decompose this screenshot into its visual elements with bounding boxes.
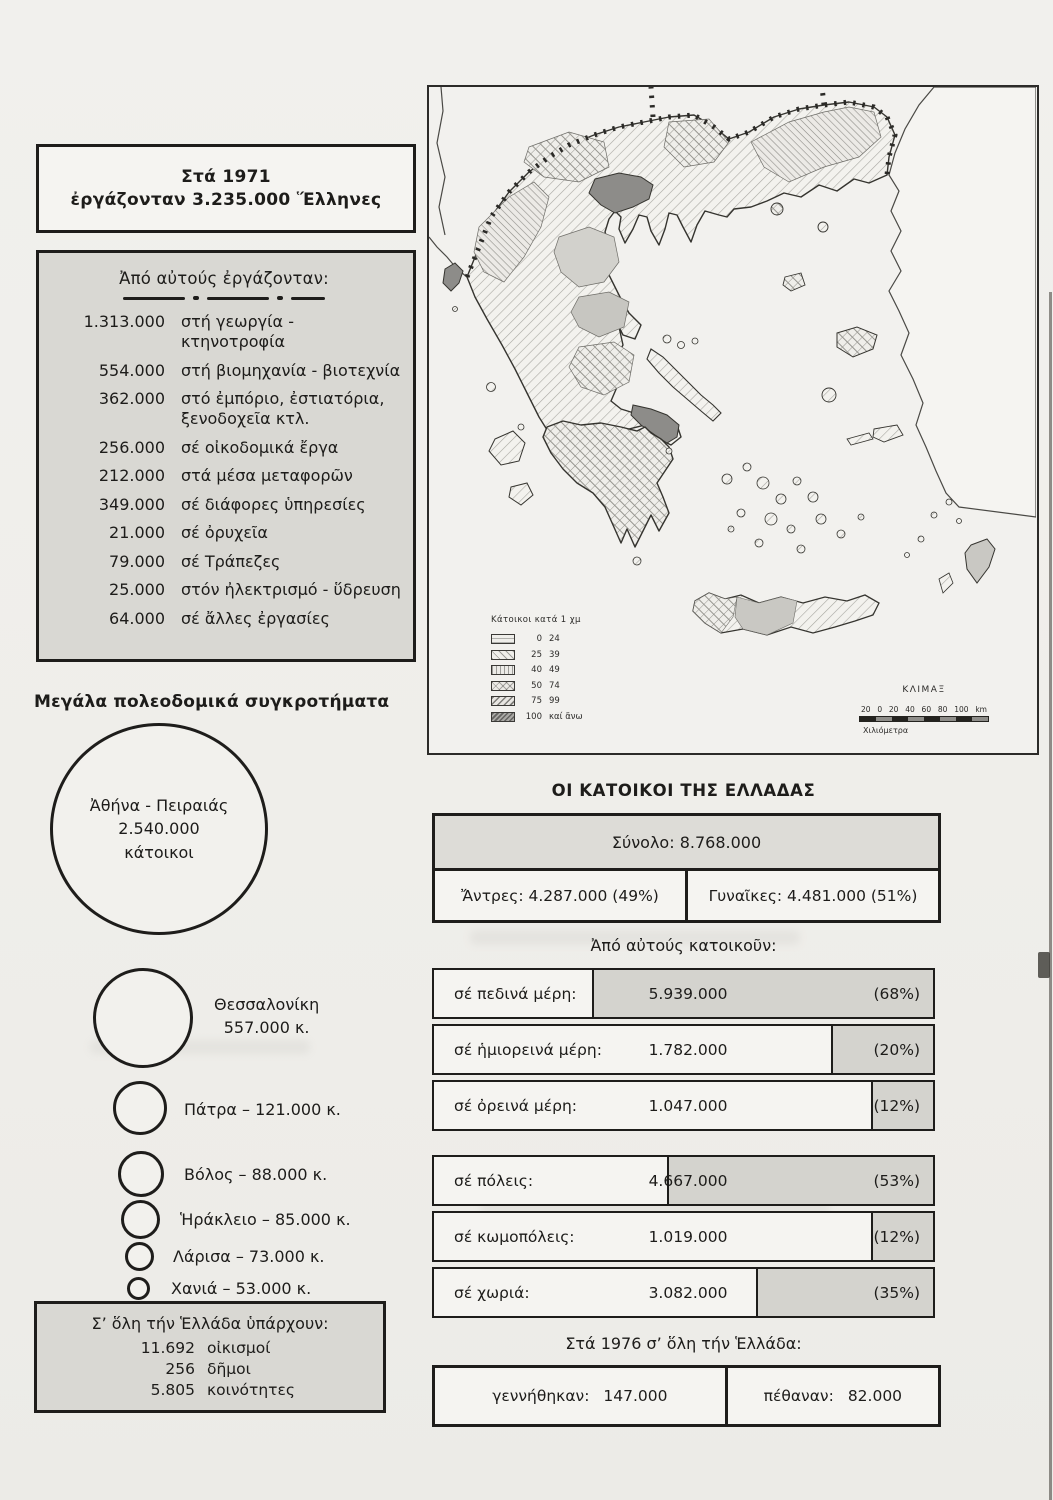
samothrace-island xyxy=(818,222,828,232)
inhabitants-heading: ΟΙ ΚΑΤΟΙΚΟΙ ΤΗΣ ΕΛΛΑΔΑΣ xyxy=(551,781,816,800)
larisa-label: Λάρισα – 73.000 κ. xyxy=(173,1247,325,1266)
workforce-rows xyxy=(47,312,401,629)
volos-label: Βόλος – 88.000 κ. xyxy=(184,1165,328,1184)
border-branch xyxy=(651,87,653,117)
legend-swatch xyxy=(491,665,515,675)
sporades-island xyxy=(692,338,698,344)
small-island xyxy=(453,307,458,312)
workforce-breakdown-box xyxy=(36,250,416,662)
workforce-row: 362.000 στό ἐμπόριο, ἐστιατόρια, ξενοδοχεῖα κτλ. xyxy=(98,389,385,428)
legend-row: 0 24 xyxy=(491,634,641,644)
births-deaths-box xyxy=(432,1365,941,1427)
population-men: Ἄντρες: 4.287.000 (49%) xyxy=(435,871,688,920)
map-scale-bar xyxy=(859,716,989,722)
legend-swatch xyxy=(491,696,515,706)
legend-swatch xyxy=(491,650,515,660)
limnos-island xyxy=(783,273,805,291)
legend-row: 25 39 xyxy=(491,650,641,660)
cyclades-islands xyxy=(666,448,864,553)
ithaca-island xyxy=(518,424,524,430)
births-1976-intro: Στά 1976 σ’ ὅλη τήν Ἑλλάδα: xyxy=(565,1334,802,1353)
bar-villages: σέ χωριά: 3.082.000 (35%) xyxy=(432,1267,935,1318)
urban-areas-heading: Μεγάλα πολεοδομικά συγκροτήματα xyxy=(34,692,390,712)
sporades-island xyxy=(678,342,685,349)
bar-semi-mountainous: σέ ἡμιορεινά μέρη: 1.782.000 (20%) xyxy=(432,1024,935,1075)
chania-circle xyxy=(127,1277,150,1300)
border-branch xyxy=(822,87,824,105)
greece-totals-title: Σ’ ὅλη τήν Ἑλλάδα ὑπάρχουν: xyxy=(91,1313,329,1333)
bar-cities: σέ πόλεις: 4.667.000 (53%) xyxy=(432,1155,935,1206)
turkey-landmass xyxy=(889,87,1036,517)
zakynthos-island xyxy=(509,483,533,505)
greece-totals-box xyxy=(34,1301,386,1413)
workforce-row: 25.000 στόν ἠλεκτρισμό - ὕδρευση xyxy=(109,580,401,599)
page-edge-artifact xyxy=(1049,292,1052,1500)
athens-label: Ἀθήνα - Πειραιάς 2.540.000 κάτοικοι xyxy=(89,796,229,862)
legend-row: 40 49 xyxy=(491,665,641,675)
dodecanese-islands xyxy=(905,499,962,558)
workforce-row: 79.000 σέ Τράπεζες xyxy=(109,551,281,571)
euboea-island xyxy=(647,349,721,421)
chios-island xyxy=(822,388,836,402)
births-cell: γεννήθηκαν: 147.000 xyxy=(435,1368,728,1424)
map-scale xyxy=(859,685,989,735)
legend-row: 75 99 xyxy=(491,696,641,706)
workforce-row: 256.000 σέ οἰκοδομικά ἔργα xyxy=(98,437,339,457)
athens-circle xyxy=(50,723,268,935)
larisa-circle xyxy=(125,1242,154,1271)
legend-swatch xyxy=(491,634,515,644)
thessaloniki-circle xyxy=(93,968,193,1068)
legend-row: 100 καί ἄνω xyxy=(491,712,641,722)
legend-row: 50 74 xyxy=(491,681,641,691)
map-scale-ticks: 20 0 20 40 60 80 100 km xyxy=(861,705,987,714)
bar-lowlands: σέ πεδινά μέρη: 5.939.000 (68%) xyxy=(432,968,935,1019)
residence-intro: Ἀπό αὐτούς κατοικοῦν: xyxy=(590,936,777,955)
thasos-island xyxy=(771,203,783,215)
workforce-1971-line2: ἐργάζονταν 3.235.000 Ἕλληνες xyxy=(70,190,382,210)
chania-label: Χανιά – 53.000 κ. xyxy=(171,1279,312,1298)
samos-island xyxy=(873,425,903,442)
bar-towns: σέ κωμοπόλεις: 1.019.000 (12%) xyxy=(432,1211,935,1262)
karpathos-island xyxy=(939,573,953,593)
decorative-divider xyxy=(47,296,401,300)
scan-mark xyxy=(1038,952,1050,978)
totals-row: 11.692 οἰκισμοί xyxy=(140,1338,271,1357)
lesbos-island xyxy=(837,327,877,357)
workforce-1971-box xyxy=(36,144,416,233)
workforce-row: 1.313.000 στή γεωργία - κτηνοτροφία xyxy=(83,312,294,351)
totals-row: 5.805 κοινότητες xyxy=(150,1381,295,1400)
patra-circle xyxy=(113,1081,167,1135)
map-legend xyxy=(491,615,641,727)
workforce-row: 21.000 σέ ὀρυχεῖα xyxy=(109,523,268,542)
albania-coastline xyxy=(429,87,467,277)
patra-label: Πάτρα – 121.000 κ. xyxy=(184,1100,341,1119)
irakleio-circle xyxy=(121,1200,160,1239)
greece-population-density-map xyxy=(427,85,1039,755)
kythira-island xyxy=(633,557,641,565)
crete-center xyxy=(735,597,797,635)
volos-circle xyxy=(118,1151,164,1197)
population-women: Γυναῖκες: 4.481.000 (51%) xyxy=(708,886,918,905)
ikaria-island xyxy=(847,433,873,445)
workforce-1971-line1: Στά 1971 xyxy=(181,167,271,187)
thessaloniki-label: Θεσσαλονίκη 557.000 κ. xyxy=(214,995,320,1038)
workforce-row: 554.000 στή βιομηχανία - βιοτεχνία xyxy=(98,360,401,380)
irakleio-label: Ἡράκλειο – 85.000 κ. xyxy=(180,1210,351,1229)
population-box xyxy=(432,813,941,923)
workforce-row: 349.000 σέ διάφορες ὑπηρεσίες xyxy=(98,494,366,514)
map-scale-title: ΚΛΙΜΑΞ xyxy=(902,685,946,695)
legend-swatch xyxy=(491,712,515,722)
deaths-cell: πέθαναν: 82.000 xyxy=(763,1387,903,1405)
corfu-island xyxy=(443,263,463,291)
map-legend-title: Κάτοικοι κατά 1 χμ xyxy=(491,615,581,625)
sporades-island xyxy=(663,335,671,343)
rhodes-island xyxy=(965,539,995,583)
population-split xyxy=(435,871,938,920)
map-scale-unit: Χιλιόμετρα xyxy=(863,726,909,735)
peloponnese xyxy=(543,421,673,547)
bar-mountainous: σέ ὀρεινά μέρη: 1.047.000 (12%) xyxy=(432,1080,935,1131)
legend-swatch xyxy=(491,681,515,691)
totals-row: 256 δῆμοι xyxy=(165,1359,251,1378)
kefalonia-island xyxy=(489,431,525,465)
workforce-row: 64.000 σέ ἄλλες ἐργασίες xyxy=(109,608,330,628)
lefkada-island xyxy=(487,383,496,392)
workforce-breakdown-title: Ἀπό αὐτούς ἐργάζονταν: xyxy=(119,269,329,288)
population-total: Σύνολο: 8.768.000 xyxy=(435,816,938,871)
workforce-row: 212.000 στά μέσα μεταφορῶν xyxy=(98,466,353,485)
